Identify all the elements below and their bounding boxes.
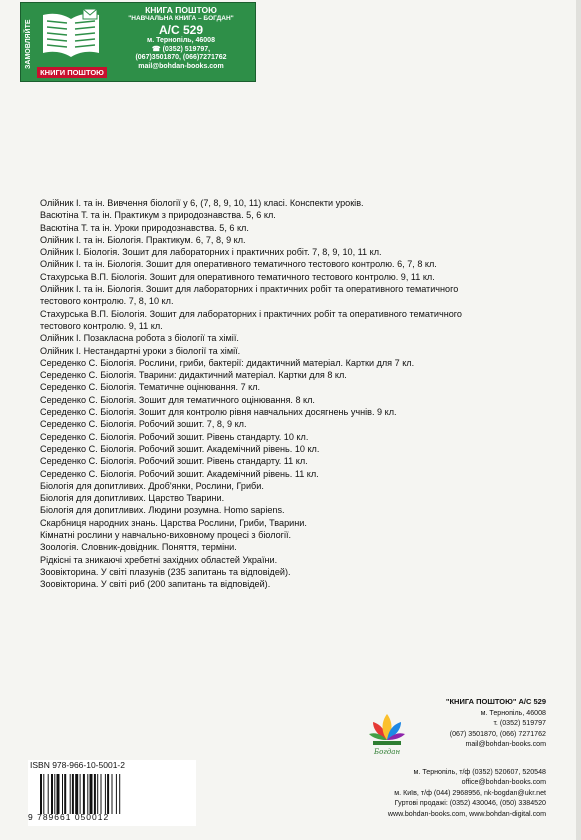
barcode-bar — [70, 774, 71, 814]
book-item: Олійник І. Позакласна робота з біології та хімії. — [40, 333, 239, 344]
book-item: Стахурська В.П. Біологія. Зошит для лабораторних і практичних робіт та оперативного тематичного — [40, 308, 462, 319]
ad-title: КНИГА ПОШТОЮ — [145, 5, 217, 15]
barcode-bar — [119, 774, 120, 814]
barcode-bar — [80, 774, 81, 814]
barcode-bar — [43, 774, 44, 814]
book-item: Олійник І. та ін. Біологія. Зошит для оперативного тематичного тестового контролю. 6, 7, 8 кл. — [40, 259, 437, 270]
book-item: Кімнатні рослини у навчально-виховному процесі з біології. — [40, 530, 292, 541]
isbn-barcode — [28, 760, 196, 826]
book-item: Стахурська В.П. Біологія. Зошит для оперативного тематичного тестового контролю. 9, 11 кл. — [40, 271, 435, 282]
contact-line: Гуртові продажі: (0352) 430046, (050) 3384520 — [394, 799, 546, 808]
barcode-bar — [72, 774, 74, 814]
bohdan-logo-icon — [367, 710, 407, 758]
book-item: Васютіна Т. та ін. Практикум з природознавства. 5, 6 кл. — [40, 210, 276, 221]
book-item: Середенко С. Біологія. Рослини, гриби, бактерії: дидактичний матеріал. Картки для 7 кл. — [40, 357, 415, 368]
ad-text-block — [107, 3, 255, 81]
barcode-bars — [38, 774, 188, 814]
barcode-bar — [51, 774, 53, 814]
book-item: Рідкісні та зникаючі хребетні західних областей України. — [40, 554, 278, 565]
book-item: Середенко С. Біологія. Робочий зошит. Рівень стандарту. 10 кл. — [40, 431, 309, 442]
ad-box-number: А/С 529 — [158, 23, 204, 38]
book-list — [40, 197, 560, 591]
isbn-number: ISBN 978-966-10-5001-2 — [30, 760, 125, 770]
barcode-bar — [54, 774, 55, 814]
barcode-bar — [62, 774, 63, 814]
barcode-bar — [116, 774, 117, 814]
ad-city: м. Тернопіль, 46008 — [147, 37, 215, 45]
book-item: Олійник І. Біологія. Зошит для лабораторних і практичних робіт. 7, 8, 9, 10, 11 кл. — [40, 247, 382, 258]
book-item: Зоовікторина. У світі плазунів (235 запитань та відповідей). — [40, 566, 291, 577]
barcode-bar — [101, 774, 102, 814]
ad-phone: ☎ (0352) 519797, — [151, 45, 211, 53]
book-item: Середенко С. Біологія. Робочий зошит. Академічний рівень. 10 кл. — [40, 443, 320, 454]
ad-logo-area — [21, 3, 107, 81]
book-item: Олійник І. Нестандартні уроки з біології та хімії. — [40, 345, 241, 356]
book-item: тестового контролю. 9, 11 кл. — [40, 320, 163, 331]
ad-subtitle: "НАВЧАЛЬНА КНИГА – БОГДАН" — [128, 14, 234, 22]
book-item: Біологія для допитливих. Людини розумна. Homo sapiens. — [40, 505, 285, 516]
book-item: Середенко С. Біологія. Тематичне оцінювання. 7 кл. — [40, 382, 261, 393]
ad-brand-label: КНИГИ ПОШТОЮ — [37, 67, 107, 78]
book-item: Біологія для допитливих. Дроб'янки, Рослини, Гриби. — [40, 480, 264, 491]
book-item: Середенко С. Біологія. Робочий зошит. Рівень стандарту. 11 кл. — [40, 456, 308, 467]
barcode-bar — [57, 774, 60, 814]
book-item: Олійник І. та ін. Біологія. Зошит для лабораторних і практичних робіт та оперативного тематичного — [40, 284, 459, 295]
book-item: Середенко С. Біологія. Робочий зошит. 7, 8, 9 кл. — [40, 419, 247, 430]
barcode-bar — [105, 774, 106, 814]
barcode-bar — [94, 774, 96, 814]
contact-line: www.bohdan-books.com, www.bohdan-digital.com — [387, 809, 546, 818]
publisher-line: mail@bohdan-books.com — [465, 740, 546, 749]
barcode-digits: 9 789661 050012 — [28, 812, 110, 822]
barcode-bar — [107, 774, 109, 814]
barcode-bar — [48, 774, 49, 814]
contact-line: м. Київ, т/ф (044) 2968956, nk-bogdan@ukr.net — [394, 788, 546, 797]
barcode-bar — [75, 774, 78, 814]
barcode-bar — [112, 774, 113, 814]
book-item: Зоологія. Словник-довідник. Поняття, терміни. — [40, 542, 237, 553]
ad-email: mail@bohdan-books.com — [138, 62, 224, 70]
publisher-contacts — [300, 767, 546, 819]
book-item: Середенко С. Біологія. Тварини: дидактичний матеріал. Картки для 8 кл. — [40, 370, 347, 381]
mail-order-ad — [20, 2, 256, 82]
contact-line: м. Тернопіль, т/ф (0352) 520607, 520548 — [413, 768, 546, 776]
barcode-bar — [40, 774, 42, 814]
publisher-line: м. Тернопіль, 46008 — [480, 708, 546, 717]
book-item: Біологія для допитливих. Царство Тварини. — [40, 493, 225, 504]
book-item: Середенко С. Біологія. Зошит для контролю рівня навчальних досягнень учнів. 9 кл. — [40, 407, 397, 418]
book-item: Зоовікторина. У світі риб (200 запитань та відповідей). — [40, 579, 271, 590]
barcode-bar — [97, 774, 98, 814]
contact-line: office@bohdan-books.com — [461, 778, 546, 787]
ad-mobile-phones: (067)3501870, (066)7271762 — [135, 54, 227, 62]
barcode-bar — [83, 774, 85, 814]
barcode-bar — [64, 774, 66, 814]
book-item: Скарбниця народних знань. Царства Рослини, Гриби, Тварини. — [40, 517, 307, 528]
publisher-line: т. (0352) 519797 — [493, 719, 546, 728]
publisher-line: "КНИГА ПОШТОЮ" А/С 529 — [445, 697, 546, 706]
open-book-icon — [39, 7, 103, 65]
book-item: Васютіна Т. та ін. Уроки природознавства. 5, 6 кл. — [40, 222, 249, 233]
page-edge — [576, 0, 581, 840]
book-item: Середенко С. Біологія. Зошит для тематичного оцінювання. 8 кл. — [40, 394, 315, 405]
publisher-line: (067) 3501870, (066) 7271762 — [449, 729, 546, 738]
book-item: Середенко С. Біологія. Робочий зошит. Академічний рівень. 11 кл. — [40, 468, 319, 479]
book-item: Олійник І. та ін. Вивчення біології у 6, (7, 8, 9, 10, 11) класі. Конспекти уроків. — [40, 198, 364, 208]
book-item: тестового контролю. 7, 8, 10 кл. — [40, 296, 174, 307]
barcode-bar — [87, 774, 88, 814]
publisher-mail-info — [398, 697, 546, 750]
book-item: Олійник І. та ін. Біологія. Практикум. 6, 7, 8, 9 кл. — [40, 234, 246, 245]
barcode-bar — [90, 774, 93, 814]
ad-vertical-text: ЗАМОВЛЯЙТЕ — [25, 19, 32, 69]
logo-text: Богдан — [373, 748, 401, 756]
